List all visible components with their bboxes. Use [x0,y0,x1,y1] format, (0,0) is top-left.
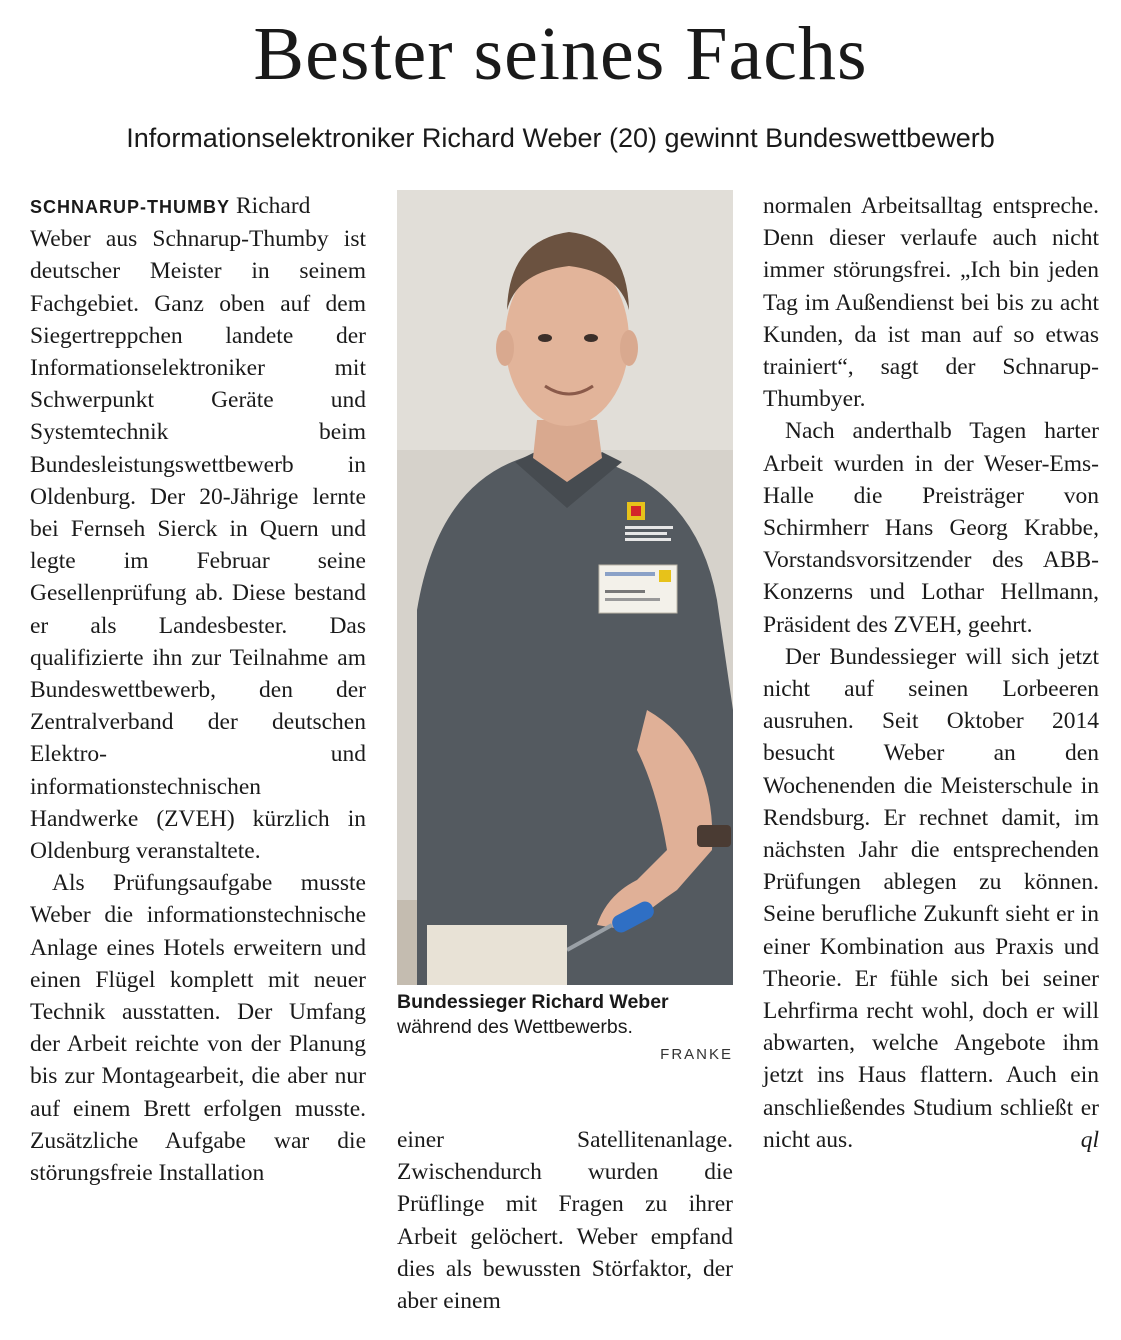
dateline: SCHNARUP-THUMBY [30,197,230,217]
article-column-1 [30,190,366,1189]
paragraph-text: Der Bundessieger will sich jetzt nicht auf seinen Lorbeeren ausruhen. Seit Oktober 2014 besucht Weber an den Wochenenden die Meisterschule in Rendsburg. Er rechnet damit, im nächsten Jahr die entsprechenden Prüfungen ablegen zu können. Seine berufliche Zukunft sieht er in einer Kombination aus Praxis und Theorie. Er fühle sich bei seiner Lehrfirma recht wohl, doch er will abwarten, welche Angebote ihm jetzt ins Haus flattern. Auch ein anschließendes Studium schließt er nicht aus. [763,643,1099,1153]
paragraph [763,641,1099,1156]
caption-title: Bundessieger Richard Weber [397,991,669,1013]
article-column-3 [763,190,1099,1156]
caption-text: während des Wettbewerbs. [397,1016,633,1038]
paragraph: normalen Arbeitsalltag entspreche. Denn dieser verlaufe auch nicht immer störungsfrei. „Ich bin jeden Tag im Außendienst bei bis zu acht Kunden, da ist man auf so etwas trainiert“, sagt der Schnarup-Thumbyer. [763,193,1099,413]
photo-illustration [397,190,733,985]
paragraph: Nach anderthalb Tagen harter Arbeit wurden in der Weser-Ems-Halle die Preisträger von Schirmherr Hans Georg Krabbe, Vorstandsvorsitzender des ABB-Konzerns und Lothar Hellmann, Präsident des ZVEH, geehrt. [763,418,1099,638]
paragraph: Als Prüfungsaufgabe musste Weber die informationstechnische Anlage eines Hotels erweitern und einen Flügel komplett mit neuer Technik ausstatten. Der Umfang der Arbeit reichte von der Planung bis zur Montagearbeit, die aber nur auf einem Brett erfolgen musste. Zusätzliche Aufgabe war die störungsfreie Installation [30,870,366,1187]
photo-caption [397,990,733,1040]
photo-credit: FRANKE [660,1046,733,1063]
paragraph: einer Satellitenanlage. Zwischendurch wurden die Prüflinge mit Fragen zu ihrer Arbeit gelöchert. Weber empfand dies als bewussten Störfaktor, der aber einem [397,1127,733,1315]
headline: Bester seines Fachs [253,12,868,96]
paragraph [30,190,366,867]
article-photo [397,190,733,985]
subheadline: Informationselektroniker Richard Weber (20) gewinnt Bundeswettbewerb [126,123,995,153]
paragraph-text: Richard Weber aus Schnarup-Thumby ist deutscher Meister in seinem Fachgebiet. Ganz oben auf dem Siegertreppchen landete der Informationselektroniker mit Schwerpunkt Geräte und Systemtechnik beim Bundesleistungswettbewerb in Oldenburg. Der 20-Jährige lernte bei Fernseh Sierck in Quern und legte im Februar seine Gesellenprüfung ab. Diese bestand er als Landesbester. Das qualifizierte ihn zur Teilnahme am Bundeswettbewerb, den der Zentralverband der deutschen Elektro- und informationstechnischen Handwerke (ZVEH) kürzlich in Oldenburg veranstaltete. [30,193,366,865]
author-initials: ql [1080,1126,1099,1153]
article-column-2 [397,1124,733,1317]
